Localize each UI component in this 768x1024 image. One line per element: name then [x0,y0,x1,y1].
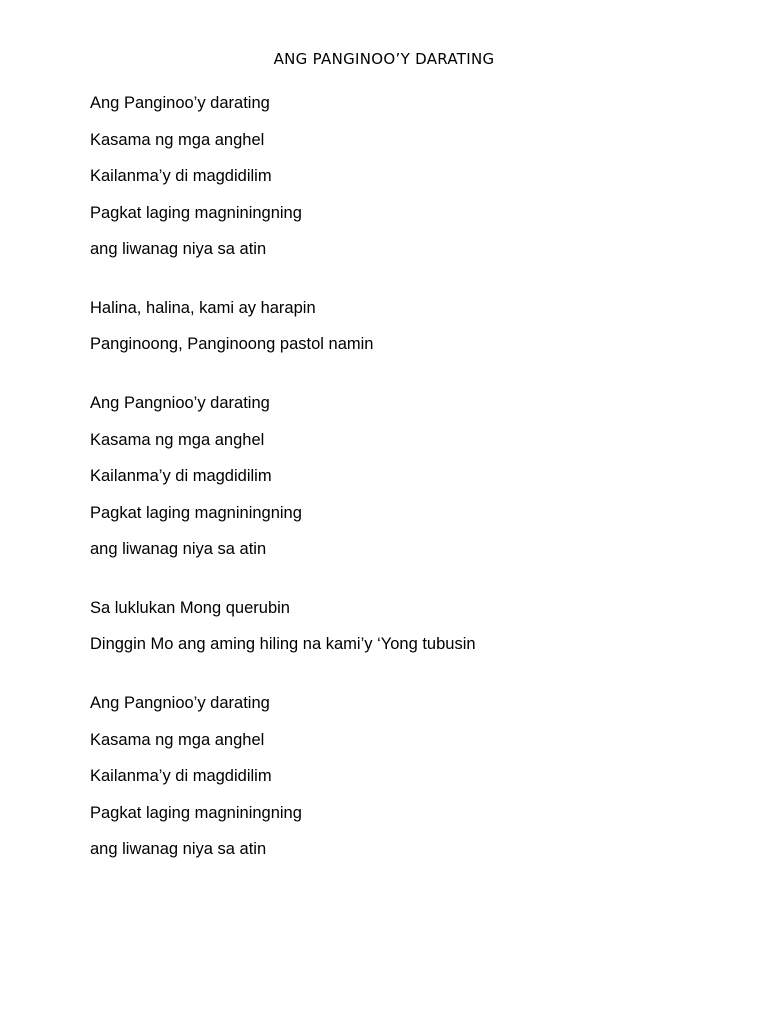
stanza-verse-3 [90,692,730,860]
lyric-line: Pagkat laging magniningning [90,203,302,222]
lyric-line: ang liwanag niya sa atin [90,540,267,559]
stanza-refrain-2 [90,597,730,656]
lyric-line: ang liwanag niya sa atin [90,840,267,859]
lyric-line: Pagkat laging magniningning [90,803,302,822]
stanza-refrain-1 [90,297,730,356]
lyric-line: Kasama ng mga anghel [90,430,265,449]
lyric-line: Pagkat laging magniningning [90,503,302,522]
lyric-line: Halina, halina, kami ay harapin [90,298,316,317]
lyric-line: Kasama ng mga anghel [90,130,265,149]
lyric-line: Kailanma’y di magdidilim [90,767,272,786]
lyric-line: ang liwanag niya sa atin [90,240,267,259]
stanza-verse-1 [90,92,730,260]
lyrics-body [90,92,730,897]
lyric-line: Panginoong, Panginoong pastol namin [90,335,374,354]
lyric-line: Kasama ng mga anghel [90,730,265,749]
lyric-line: Sa luklukan Mong querubin [90,598,290,617]
lyric-line: Ang Panginoo’y darating [90,94,270,112]
lyric-line: Dinggin Mo ang aming hiling na kami’y ‘Yong tubusin [90,635,476,654]
song-title: ANG PANGINOO’Y DARATING [273,50,495,68]
stanza-verse-2 [90,392,730,560]
lyric-line: Ang Pangnioo’y darating [90,393,270,412]
lyric-line: Kailanma’y di magdidilim [90,467,272,486]
lyric-line: Kailanma’y di magdidilim [90,167,272,186]
lyric-line: Ang Pangnioo’y darating [90,693,270,712]
